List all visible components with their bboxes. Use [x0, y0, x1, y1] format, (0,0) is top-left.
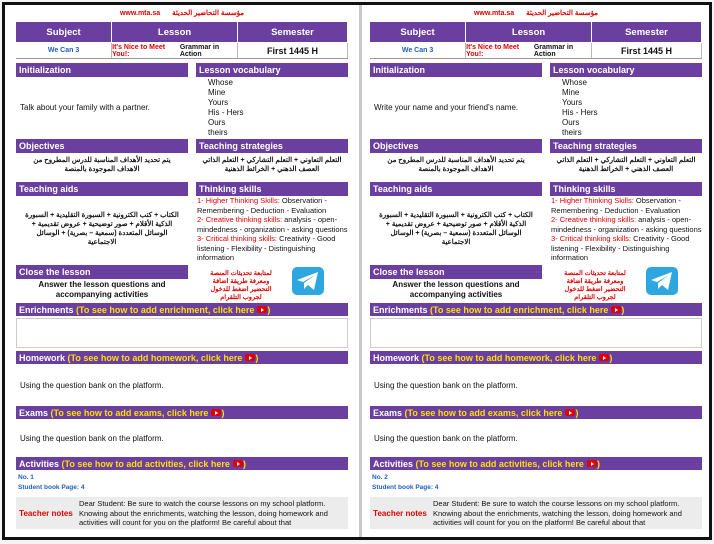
subject-header: Subject: [16, 22, 112, 42]
teacher-notes-text: Dear Student: Be sure to watch the course lessons on my school platform. Knowing about the enrichments, watching the lesson, doing homework and activities will count for you on the platform! Be careful about that: [433, 499, 682, 527]
teacher-notes: [370, 497, 702, 529]
vocab-word: theirs: [562, 128, 582, 137]
exams-text: Using the question bank on the platform.: [20, 433, 164, 443]
subject-value: We Can 3: [16, 43, 112, 58]
enrichments-bar: [16, 303, 348, 316]
youtube-icon[interactable]: [211, 409, 221, 416]
thinking-creative-label: 2- Creative thinking skills:: [551, 215, 637, 224]
exams-link-close: ): [575, 407, 579, 418]
strategies-text: التعلم التعاوني + التعلم التشاركي + التعلم الذاتي العصف الذهني + الخرائط الذهنية: [556, 157, 696, 173]
youtube-icon[interactable]: [587, 460, 597, 467]
activities-link-close: ): [242, 458, 246, 469]
youtube-icon[interactable]: [599, 354, 609, 361]
document-frame: [2, 2, 712, 540]
exams-link-close: ): [221, 407, 225, 418]
enrichments-link[interactable]: (To see how to add enrichment, click here: [76, 304, 255, 315]
close-title: Close the lesson: [16, 265, 188, 279]
lesson-header: Lesson: [466, 22, 592, 42]
vocab-word: Ours: [562, 118, 580, 127]
enrichments-title: Enrichments: [19, 304, 74, 315]
vocab-word: Yours: [208, 98, 229, 107]
exams-title: Exams: [373, 407, 403, 418]
vocab-word: His - Hers: [562, 108, 598, 117]
close-text: Answer the lesson questions and accompanying activities: [38, 280, 166, 299]
telegram-icon[interactable]: [292, 267, 324, 295]
enrichments-bar: [370, 303, 702, 316]
homework-bar: [370, 351, 702, 364]
info-row: [370, 43, 702, 59]
vocab-word: Whose: [562, 78, 587, 87]
close-title: Close the lesson: [370, 265, 542, 279]
objectives-text: يتم تحديد الأهداف المناسبة للدرس المطروح من الاهداف الموجودة بالمنصة: [33, 157, 171, 173]
objectives-title: Objectives: [16, 139, 188, 153]
homework-text: Using the question bank on the platform.: [374, 380, 518, 390]
homework-link[interactable]: (To see how to add homework, click here: [67, 352, 243, 363]
vocab-word: Yours: [562, 98, 583, 107]
enrichments-link[interactable]: (To see how to add enrichment, click here: [430, 304, 609, 315]
aids-text: الكتاب + كتب الكترونية + السبورة التقليدية + السبورة الذكية الأقلام + صور توضيحية + عروض تقديمية + الوسائل المتعددة (سمعية – بصرية) + الوسائل الاجتماعية: [25, 212, 179, 246]
subject-header: Subject: [370, 22, 466, 42]
objectives-title: Objectives: [370, 139, 542, 153]
lesson-header: Lesson: [112, 22, 238, 42]
lesson-value: [112, 43, 238, 58]
initialization-text: Talk about your family with a partner.: [20, 102, 150, 112]
activity-number: No. 1: [18, 474, 34, 481]
initialization-title: Initialization: [16, 63, 188, 77]
strategies-text: التعلم التعاوني + التعلم التشاركي + التعلم الذاتي العصف الذهني + الخرائط الذهنية: [202, 157, 342, 173]
thinking-skills: [550, 196, 702, 260]
exams-bar: [16, 406, 348, 419]
exams-title: Exams: [19, 407, 49, 418]
homework-bar: [16, 351, 348, 364]
vocab-word: Whose: [208, 78, 233, 87]
objectives-text: يتم تحديد الأهداف المناسبة للدرس المطروح من الاهداف الموجودة بالمنصة: [387, 157, 525, 173]
semester-value: First 1445 H: [592, 43, 702, 58]
thinking-creative-label: 2- Creative thinking skills:: [197, 215, 283, 224]
aids-title: Teaching aids: [16, 182, 188, 196]
header-row: [16, 22, 348, 42]
lesson-plan-page-1: [16, 9, 348, 529]
enrichments-content: [16, 318, 348, 348]
youtube-icon[interactable]: [565, 409, 575, 416]
activities-link[interactable]: (To see how to add activities, click here: [415, 458, 584, 469]
vocab-list: [196, 78, 348, 138]
site-brand: مؤسسة التحاضير الحديثة: [526, 10, 599, 17]
thinking-higher-label: 1- Higher Thinking Skills:: [197, 196, 280, 205]
aids-title: Teaching aids: [370, 182, 542, 196]
aids-text: الكتاب + كتب الكترونية + السبورة التقليدية + السبورة الذكية الأقلام + صور توضيحية + عروض تقديمية + الوسائل المتعددة (سمعية – بصرية) + الوسائل الاجتماعية: [379, 212, 533, 246]
teacher-notes-text: Dear Student: Be sure to watch the course lessons on my school platform. Knowing about the enrichments, watching the lesson, doing homework and activities will count for you on the platform! Be careful about that: [79, 499, 328, 527]
thinking-higher-text: Observation - Remembering - Deduction - Evaluation: [551, 196, 681, 215]
exams-link[interactable]: (To see how to add exams, click here: [404, 407, 563, 418]
activities-bar: [16, 457, 348, 470]
enrichments-link-close: ): [267, 304, 271, 315]
lesson-plan-page-2: [370, 9, 702, 529]
thinking-critical-text: Creativity - Good listening - Flexibility - Distinguishing information: [197, 234, 336, 262]
lesson-value: [466, 43, 592, 58]
telegram-icon[interactable]: [646, 267, 678, 295]
student-book-page: Student book Page: 4: [372, 484, 439, 491]
vocab-list: [550, 78, 702, 138]
activity-number: No. 2: [372, 474, 388, 481]
lesson-topic: Grammar in Action: [179, 43, 220, 58]
homework-title: Homework: [373, 352, 420, 363]
youtube-icon[interactable]: [233, 460, 243, 467]
homework-link-close: ): [609, 352, 613, 363]
activities-meta: [18, 473, 84, 493]
teacher-notes-label: Teacher notes: [19, 508, 73, 518]
subject-value: We Can 3: [370, 43, 466, 58]
thinking-critical-text: Creativity - Good listening - Flexibility - Distinguishing information: [551, 234, 690, 262]
thinking-creative-text: analysis - open-mindedness - organization - asking questions: [551, 215, 702, 234]
activities-meta: [372, 473, 438, 493]
header-row: [370, 22, 702, 42]
initialization-title: Initialization: [370, 63, 542, 77]
enrichments-link-close: ): [621, 304, 625, 315]
vocab-word: His - Hers: [208, 108, 244, 117]
vocab-word: Mine: [562, 88, 580, 97]
thinking-skills: [196, 196, 348, 260]
page-divider: [359, 5, 362, 537]
thinking-creative-text: analysis - open-mindedness - organization - asking questions: [197, 215, 348, 234]
thinking-higher-text: Observation - Remembering - Deduction - Evaluation: [197, 196, 327, 215]
thinking-title: Thinking skills: [196, 182, 348, 196]
site-url[interactable]: www.mta.sa: [473, 10, 515, 17]
close-text: Answer the lesson questions and accompanying activities: [392, 280, 520, 299]
strategies-title: Teaching strategies: [550, 139, 702, 153]
initialization-text: Write your name and your friend's name.: [374, 102, 519, 112]
vocab-title: Lesson vocabulary: [196, 63, 348, 77]
telegram-text[interactable]: لمتابعة تحديثات المنصة ومعرفة طريقة اضافة التحضير اضغط للدخول لجروب التلقرام: [210, 270, 272, 301]
semester-header: Semester: [238, 22, 348, 42]
homework-link-close: ): [255, 352, 259, 363]
thinking-title: Thinking skills: [550, 182, 702, 196]
info-row: [16, 43, 348, 59]
youtube-icon[interactable]: [611, 306, 621, 313]
site-url[interactable]: www.mta.sa: [119, 10, 161, 17]
activities-bar: [370, 457, 702, 470]
lesson-title: It's Nice to Meet You!:: [466, 43, 520, 58]
enrichments-title: Enrichments: [373, 304, 428, 315]
telegram-text[interactable]: لمتابعة تحديثات المنصة ومعرفة طريقة اضافة التحضير اضغط للدخول لجروب التلقرام: [564, 270, 626, 301]
vocab-word: Mine: [208, 88, 226, 97]
activities-title: Activities: [373, 458, 414, 469]
student-book-page: Student book Page: 4: [18, 484, 85, 491]
homework-link[interactable]: (To see how to add homework, click here: [421, 352, 597, 363]
vocab-word: theirs: [208, 128, 228, 137]
youtube-icon[interactable]: [257, 306, 267, 313]
lesson-topic: Grammar in Action: [533, 43, 574, 58]
lesson-title: It's Nice to Meet You!:: [112, 43, 166, 58]
homework-text: Using the question bank on the platform.: [20, 380, 164, 390]
thinking-critical-label: 3- Critical thinking skills:: [551, 234, 632, 243]
site-brand: مؤسسة التحاضير الحديثة: [172, 10, 245, 17]
activities-link-close: ): [596, 458, 600, 469]
semester-value: First 1445 H: [238, 43, 348, 58]
activities-link[interactable]: (To see how to add activities, click here: [61, 458, 230, 469]
exams-bar: [370, 406, 702, 419]
site-header: [370, 9, 702, 21]
exams-text: Using the question bank on the platform.: [374, 433, 518, 443]
teacher-notes-label: Teacher notes: [373, 508, 427, 518]
thinking-critical-label: 3- Critical thinking skills:: [197, 234, 278, 243]
youtube-icon[interactable]: [245, 354, 255, 361]
enrichments-content: [370, 318, 702, 348]
homework-title: Homework: [19, 352, 66, 363]
strategies-title: Teaching strategies: [196, 139, 348, 153]
vocab-word: Ours: [208, 118, 226, 127]
site-header: [16, 9, 348, 21]
exams-link[interactable]: (To see how to add exams, click here: [50, 407, 209, 418]
teacher-notes: [16, 497, 348, 529]
thinking-higher-label: 1- Higher Thinking Skills:: [551, 196, 634, 205]
vocab-title: Lesson vocabulary: [550, 63, 702, 77]
semester-header: Semester: [592, 22, 702, 42]
activities-title: Activities: [19, 458, 60, 469]
